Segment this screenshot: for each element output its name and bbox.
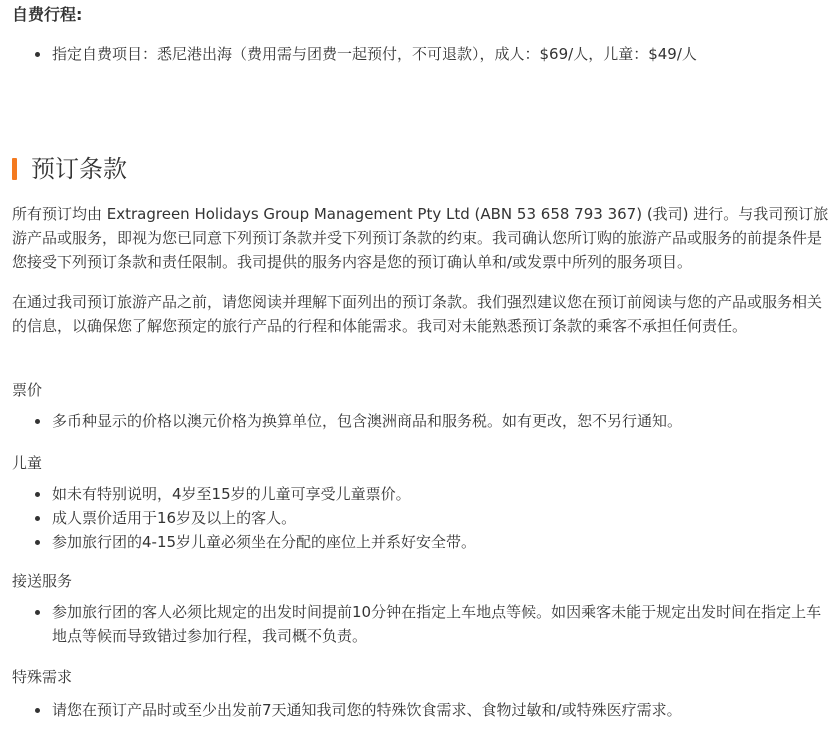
list-item: 多币种显示的价格以澳元价格为换算单位，包含澳洲商品和服务税。如有更改，恕不另行通知。: [12, 409, 830, 433]
self-pay-title: 自费行程:: [12, 5, 83, 24]
children-list: [12, 482, 830, 554]
notice-paragraph: 在通过我司预订旅游产品之前，请您阅读并理解下面列出的预订条款。我们强烈建议您在预订前阅读与您的产品或服务相关的信息，以确保您了解您预定的旅行产品的行程和体能需求。我司对未能熟悉预订条款的乘客不承担任何责任。: [12, 293, 823, 335]
transfer-list: [12, 600, 830, 648]
list-item: 请您在预订产品时或至少出发前7天通知我司您的特殊饮食需求、食物过敏和/或特殊医疗需求。: [12, 698, 830, 722]
list-item: 如未有特别说明，4岁至15岁的儿童可享受儿童票价。: [12, 482, 830, 506]
fare-list: [12, 409, 830, 433]
section-title-transfer: 接送服务: [12, 572, 73, 590]
section-title-special-needs: 特殊需求: [12, 668, 73, 686]
self-pay-list: [12, 42, 830, 66]
list-item: 参加旅行团的4-15岁儿童必须坐在分配的座位上并系好安全带。: [12, 530, 830, 554]
booking-terms-header: [12, 152, 127, 186]
booking-terms-title: 预订条款: [31, 155, 127, 183]
section-title-children: 儿童: [12, 454, 43, 472]
list-item: 成人票价适用于16岁及以上的客人。: [12, 506, 830, 530]
list-item: 指定自费项目：悉尼港出海（费用需与团费一起预付，不可退款），成人：$69/人，儿童：$49/人: [12, 42, 830, 66]
list-item: 参加旅行团的客人必须比规定的出发时间提前10分钟在指定上车地点等候。如因乘客未能于规定出发时间在指定上车地点等候而导致错过参加行程，我司概不负责。: [12, 600, 830, 648]
section-accent-bar: [12, 158, 17, 180]
intro-paragraph: 所有预订均由 Extragreen Holidays Group Management Pty Ltd (ABN 53 658 793 367) (我司) 进行。与我司预订旅游产品或服务，即视为您已同意下列预订条款并受下列预订条款的约束。我司确认您所订购的旅游产品或服务的前提条件是您接受下列预订条款和责任限制。我司提供的服务内容是您的预订确认单和/或发票中所列的服务项目。: [12, 205, 829, 271]
special-needs-list: [12, 698, 830, 722]
section-title-fare: 票价: [12, 381, 43, 399]
